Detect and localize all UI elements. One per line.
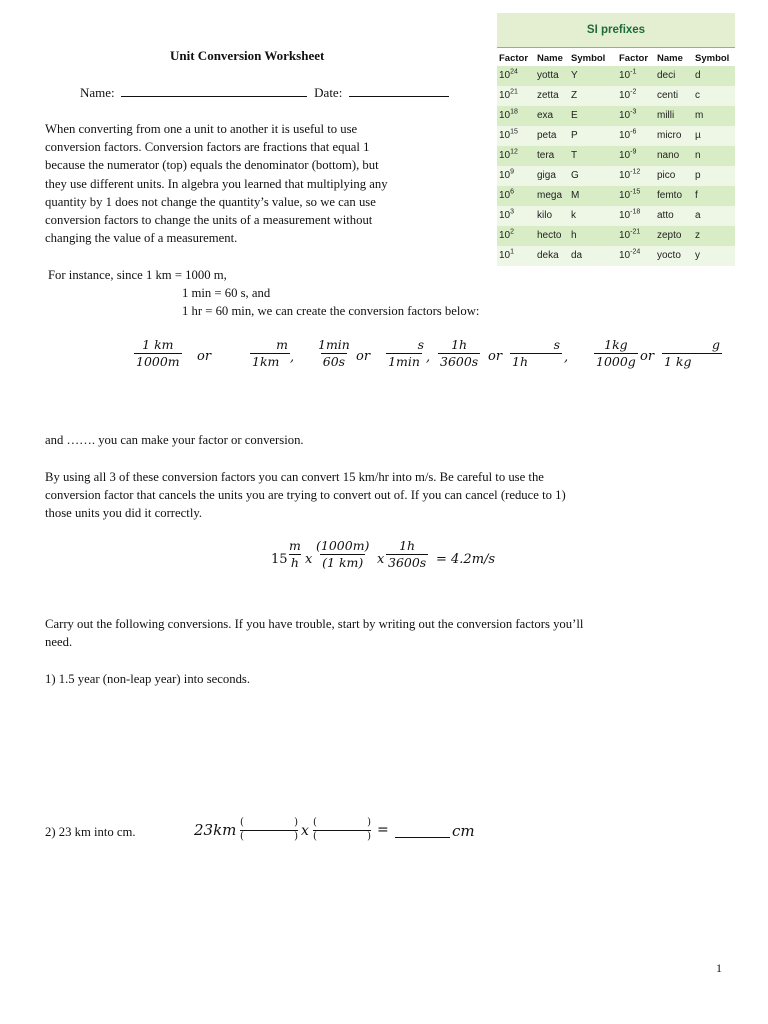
name-cell-text: zepto	[657, 230, 682, 241]
symbol-cell-text: z	[695, 230, 700, 241]
factor-exponent: 21	[510, 88, 518, 96]
intro-line: When converting from one a unit to another it is useful to use	[45, 122, 358, 136]
factor-base: 10	[619, 110, 631, 121]
header-symbol: Symbol	[695, 53, 730, 64]
fraction-numerator: (1000m)	[316, 538, 370, 553]
factor-exponent: -1	[630, 68, 637, 76]
symbol-cell	[571, 206, 617, 226]
symbol-cell-text: a	[695, 210, 701, 221]
factor-exponent: -18	[630, 208, 641, 216]
factor-fraction	[438, 337, 480, 370]
factor-base: 10	[499, 230, 511, 241]
factor-exponent: 3	[510, 208, 515, 216]
name-cell	[657, 186, 695, 206]
fraction-numerator: 1min	[318, 337, 350, 352]
symbol-cell	[695, 86, 735, 106]
fraction-numerator: 1h	[451, 337, 468, 352]
factor-exponent: -24	[630, 248, 641, 256]
factor-cell	[497, 106, 537, 126]
fraction-denominator: (1 km)	[322, 555, 364, 570]
factor-exponent: 12	[510, 148, 518, 156]
si-table-header	[497, 52, 735, 66]
si-table-row	[497, 226, 735, 246]
factor-base: 10	[499, 130, 511, 141]
intro-line: conversion factors to change the units of a measurement without	[45, 213, 373, 228]
instructions-line: Carry out the following conversions. If you have trouble, start by writing out the conversion factors you’ll	[45, 617, 584, 631]
name-cell	[537, 206, 571, 226]
fraction-numerator: s	[553, 337, 560, 352]
name-cell-text: micro	[657, 130, 682, 141]
factor-exponent: -21	[630, 228, 641, 236]
factor-cell	[617, 146, 657, 166]
question-1: 1) 1.5 year (non-leap year) into seconds.	[45, 672, 251, 686]
si-table-row	[497, 86, 735, 106]
name-cell-text: femto	[657, 190, 683, 201]
factor-exponent: 6	[510, 188, 515, 196]
example-result: = 4.2m/s	[436, 552, 496, 567]
symbol-cell-text: c	[695, 90, 700, 101]
symbol-cell	[695, 146, 735, 166]
factor-fraction	[662, 337, 722, 370]
name-cell-text: exa	[537, 110, 554, 121]
intro-line: conversion factors. Conversion factors are fractions that equal 1	[45, 140, 370, 155]
method-line: By using all 3 of these conversion factors you can convert 15 km/hr into m/s. Be careful to use the	[45, 470, 544, 484]
example-fraction	[287, 538, 303, 571]
symbol-cell-text: P	[571, 130, 578, 141]
symbol-cell	[571, 226, 617, 246]
name-cell-text: zetta	[537, 90, 559, 101]
factor-base: 10	[499, 170, 511, 181]
factor-exponent: -9	[630, 148, 637, 156]
factor-base: 10	[619, 130, 631, 141]
symbol-cell-text: E	[571, 110, 578, 121]
name-cell	[657, 146, 695, 166]
name-cell-text: tera	[537, 150, 555, 161]
factor-cell	[497, 66, 537, 86]
symbol-cell-text: k	[571, 210, 576, 221]
factor-base: 10	[499, 210, 511, 221]
factor-base: 10	[499, 70, 511, 81]
and-line: and ……. you can make your factor or conversion.	[45, 433, 304, 447]
paren-open: (	[313, 831, 317, 842]
si-table-row	[497, 126, 735, 146]
instance-line: 1 min = 60 s, and	[182, 286, 271, 300]
header-name: Name	[657, 53, 683, 64]
fraction-numerator: s	[417, 337, 424, 352]
comma: ,	[564, 350, 569, 365]
symbol-cell	[695, 166, 735, 186]
factor-cell	[617, 246, 657, 266]
name-cell-text: deka	[537, 250, 559, 261]
name-cell	[657, 226, 695, 246]
symbol-cell	[571, 86, 617, 106]
factor-base: 10	[619, 170, 631, 181]
method-paragraph	[45, 468, 735, 523]
factor-fraction	[510, 337, 562, 370]
fraction-numerator: 1 km	[142, 337, 174, 352]
factor-exponent: -15	[630, 188, 641, 196]
name-cell-text: nano	[657, 150, 680, 161]
header-factor: Factor	[499, 53, 529, 64]
factor-cell	[617, 86, 657, 106]
fraction-numerator: m	[276, 337, 288, 352]
fraction-denominator: 3600s	[440, 354, 479, 369]
symbol-cell-text: f	[695, 190, 698, 201]
name-cell	[537, 166, 571, 186]
factor-base: 10	[619, 250, 631, 261]
example-lead: 15	[271, 552, 288, 567]
fraction-numerator: 1h	[399, 538, 416, 553]
fraction-denominator: 1000m	[136, 354, 180, 369]
symbol-cell-text: m	[695, 110, 704, 121]
symbol-cell	[695, 246, 735, 266]
name-cell	[657, 206, 695, 226]
name-cell	[657, 246, 695, 266]
times-sign: x	[305, 552, 313, 567]
name-cell-text: centi	[657, 90, 679, 101]
name-cell-text: yotta	[537, 70, 559, 81]
question-1-answer-area[interactable]	[45, 700, 725, 800]
fraction-denominator: 1000g	[596, 354, 636, 369]
factor-cell	[497, 246, 537, 266]
name-cell-text: kilo	[537, 210, 553, 221]
factor-base: 10	[499, 110, 511, 121]
si-table-row	[497, 66, 735, 86]
symbol-cell	[571, 66, 617, 86]
paren-open: (	[240, 817, 244, 828]
header-symbol: Symbol	[571, 53, 606, 64]
or-word: or	[488, 349, 503, 364]
instance-line: 1 hr = 60 min, we can create the conversion factors below:	[182, 304, 480, 318]
name-cell	[537, 126, 571, 146]
intro-line: quantity by 1 does not change the quantity’s value, so we can use	[45, 194, 376, 209]
fraction-numerator: 1kg	[604, 337, 628, 352]
date-label: Date:	[314, 85, 343, 100]
worksheet-title: Unit Conversion Worksheet	[170, 48, 325, 63]
or-word: or	[640, 349, 655, 364]
factor-cell	[497, 126, 537, 146]
factor-base: 10	[619, 230, 631, 241]
si-table-row	[497, 246, 735, 266]
name-cell	[537, 66, 571, 86]
name-cell	[537, 106, 571, 126]
name-cell	[657, 166, 695, 186]
example-fraction	[386, 538, 428, 571]
symbol-cell-text: M	[571, 190, 580, 201]
factor-exponent: -2	[630, 88, 637, 96]
symbol-cell	[571, 146, 617, 166]
intro-line: changing the value of a measurement.	[45, 231, 238, 246]
name-cell	[657, 66, 695, 86]
symbol-cell-text: d	[695, 70, 701, 81]
si-prefix-table	[497, 13, 735, 277]
method-line: those units you did it correctly.	[45, 506, 203, 521]
times-sign: x	[301, 823, 309, 839]
si-table-row	[497, 106, 735, 126]
factor-exponent: 1	[510, 248, 515, 256]
factor-base: 10	[619, 70, 631, 81]
factor-cell	[497, 186, 537, 206]
symbol-cell-text: y	[695, 250, 700, 261]
method-line: conversion factor that cancels the units you are trying to convert out of. If you can cancel (reduce to 1)	[45, 488, 566, 503]
paren-close: )	[367, 831, 371, 842]
factor-cell	[497, 226, 537, 246]
or-word: or	[197, 349, 212, 364]
intro-paragraph	[45, 120, 485, 247]
si-table-title: SI prefixes	[497, 13, 735, 48]
name-cell-text: milli	[657, 110, 675, 121]
factor-base: 10	[499, 250, 511, 261]
si-table-row	[497, 146, 735, 166]
header-factor: Factor	[619, 53, 649, 64]
equals-sign: =	[377, 822, 389, 838]
symbol-cell	[571, 186, 617, 206]
symbol-cell	[695, 206, 735, 226]
factor-fraction	[316, 337, 352, 370]
factor-base: 10	[619, 150, 631, 161]
symbol-cell-text: da	[571, 250, 583, 261]
fraction-numerator: m	[289, 538, 301, 553]
fraction-denominator: 1km	[250, 353, 290, 370]
factor-exponent: -3	[630, 108, 637, 116]
factor-exponent: 24	[510, 68, 518, 76]
q2-lead: 23km	[194, 821, 237, 839]
symbol-cell	[571, 106, 617, 126]
symbol-cell-text: G	[571, 170, 579, 181]
symbol-cell-text: Z	[571, 90, 578, 101]
factor-cell	[497, 166, 537, 186]
symbol-cell-text: Y	[571, 70, 578, 81]
factor-exponent: -12	[630, 168, 641, 176]
q2-unit: cm	[452, 822, 475, 840]
factor-base: 10	[619, 90, 631, 101]
symbol-cell-text: n	[695, 150, 701, 161]
q2-answer-blank[interactable]	[395, 837, 450, 838]
factor-cell	[617, 66, 657, 86]
example-fraction	[314, 538, 371, 571]
si-table-row	[497, 206, 735, 226]
fraction-denominator: 1min	[388, 354, 420, 369]
factor-cell	[617, 166, 657, 186]
symbol-cell-text: T	[571, 150, 578, 161]
factor-cell	[497, 146, 537, 166]
factor-exponent: 9	[510, 168, 515, 176]
name-cell	[657, 126, 695, 146]
name-cell-text: deci	[657, 70, 676, 81]
fraction-numerator: g	[711, 337, 720, 352]
symbol-cell-text: p	[695, 170, 701, 181]
factor-fraction	[594, 337, 638, 370]
name-cell-text: giga	[537, 170, 556, 181]
paren-open: (	[240, 831, 244, 842]
name-cell	[537, 246, 571, 266]
instructions-paragraph	[45, 615, 745, 651]
name-cell-text: pico	[657, 170, 676, 181]
factor-cell	[617, 126, 657, 146]
name-cell	[537, 146, 571, 166]
name-cell-text: mega	[537, 190, 563, 201]
factor-base: 10	[619, 210, 631, 221]
factor-fraction	[382, 337, 426, 370]
factor-cell	[617, 186, 657, 206]
factor-base: 10	[619, 190, 631, 201]
name-date-row	[80, 85, 449, 101]
fraction-denominator: 1 kg	[662, 353, 722, 370]
symbol-cell-text: h	[571, 230, 577, 241]
factor-exponent: 2	[510, 228, 515, 236]
q2-fraction-2[interactable]	[313, 817, 371, 844]
symbol-cell	[695, 66, 735, 86]
fraction-denominator: 3600s	[388, 555, 427, 570]
factor-cell	[497, 206, 537, 226]
factor-cell	[617, 226, 657, 246]
paren-close: )	[294, 817, 298, 828]
factor-base: 10	[499, 190, 511, 201]
times-sign: x	[377, 552, 385, 567]
name-cell-text: yocto	[657, 250, 681, 261]
factor-exponent: 15	[510, 128, 518, 136]
fraction-denominator: 60s	[322, 354, 346, 369]
name-cell	[657, 86, 695, 106]
question-2: 2) 23 km into cm.	[45, 825, 136, 839]
factor-fraction	[250, 337, 290, 370]
name-blank[interactable]	[121, 86, 307, 97]
name-cell	[537, 226, 571, 246]
si-table-body	[497, 66, 735, 266]
comma: ,	[290, 350, 295, 365]
comma: ,	[426, 350, 431, 365]
header-name: Name	[537, 53, 563, 64]
name-cell	[537, 186, 571, 206]
factor-exponent: 18	[510, 108, 518, 116]
factor-cell	[497, 86, 537, 106]
symbol-cell	[695, 186, 735, 206]
fraction-denominator: 1h	[510, 353, 562, 370]
q2-fraction-1[interactable]	[240, 817, 298, 844]
paren-open: (	[313, 817, 317, 828]
factor-cell	[617, 106, 657, 126]
symbol-cell	[695, 226, 735, 246]
name-label: Name:	[80, 85, 115, 100]
factor-base: 10	[499, 150, 511, 161]
name-cell-text: hecto	[537, 230, 562, 241]
name-cell-text: atto	[657, 210, 674, 221]
symbol-cell	[571, 246, 617, 266]
symbol-cell	[571, 126, 617, 146]
factor-cell	[617, 206, 657, 226]
symbol-cell	[695, 126, 735, 146]
page-number: 1	[716, 961, 722, 975]
instructions-line: need.	[45, 635, 73, 650]
name-cell	[657, 106, 695, 126]
factor-base: 10	[499, 90, 511, 101]
intro-line: they use different units. In algebra you learned that multiplying any	[45, 176, 388, 191]
symbol-cell	[695, 106, 735, 126]
or-word: or	[356, 349, 371, 364]
fraction-denominator: h	[290, 555, 299, 570]
factor-exponent: -6	[630, 128, 637, 136]
paren-close: )	[367, 817, 371, 828]
factor-fraction	[134, 337, 182, 370]
si-table-row	[497, 186, 735, 206]
name-cell	[537, 86, 571, 106]
symbol-cell	[571, 166, 617, 186]
intro-line: because the numerator (top) equals the denominator (bottom), but	[45, 158, 379, 173]
date-blank[interactable]	[349, 86, 449, 97]
symbol-cell-text: µ	[695, 130, 701, 141]
si-table-row	[497, 166, 735, 186]
name-cell-text: peta	[537, 130, 557, 141]
paren-close: )	[294, 831, 298, 842]
instance-line: For instance, since 1 km = 1000 m,	[48, 268, 227, 282]
